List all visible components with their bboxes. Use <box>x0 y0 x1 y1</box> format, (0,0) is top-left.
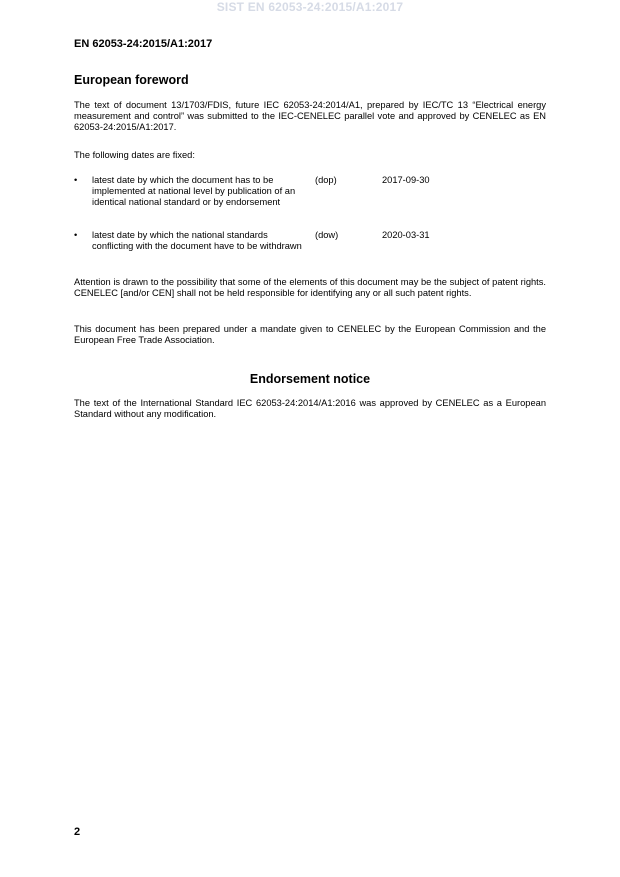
page-number: 2 <box>74 826 81 838</box>
date-description: latest date by which the national standards conflicting with the document have to be withdrawn <box>92 230 302 251</box>
foreword-paragraph-1: The text of document 13/1703/FDIS, future IEC 62053-24:2014/A1, prepared by IEC/TC 13 “Electrical energy measurement and control” was submitted to the IEC-CENELEC parallel vote and approved by CENELEC as EN 62053-24:2015/A1:2017. <box>74 100 546 132</box>
foreword-paragraph-4: This document has been prepared under a mandate given to CENELEC by the European Commission and the European Free Trade Association. <box>74 324 546 345</box>
date-abbreviation: (dow) <box>315 230 339 240</box>
date-description: latest date by which the document has to be implemented at national level by publication of an identical national standard or by endorsement <box>92 175 296 207</box>
bullet-icon: • <box>74 230 78 240</box>
date-abbreviation: (dop) <box>315 175 337 185</box>
foreword-paragraph-3: Attention is drawn to the possibility that some of the elements of this document may be the subject of patent rights. CENELEC [and/or CEN] shall not be held responsible for identifying any or all such patent rights. <box>74 277 546 298</box>
foreword-paragraph-2: The following dates are fixed: <box>74 150 195 160</box>
endorsement-paragraph: The text of the International Standard IEC 62053-24:2014/A1:2016 was approved by CENELEC as a European Standard without any modification. <box>74 398 546 419</box>
date-value: 2017-09-30 <box>382 175 430 185</box>
watermark: SIST EN 62053-24:2015/A1:2017 <box>216 0 404 14</box>
foreword-title: European foreword <box>74 73 189 87</box>
endorsement-title: Endorsement notice <box>249 372 371 386</box>
bullet-icon: • <box>74 175 78 185</box>
date-value: 2020-03-31 <box>382 230 430 240</box>
document-id: EN 62053-24:2015/A1:2017 <box>74 38 213 50</box>
